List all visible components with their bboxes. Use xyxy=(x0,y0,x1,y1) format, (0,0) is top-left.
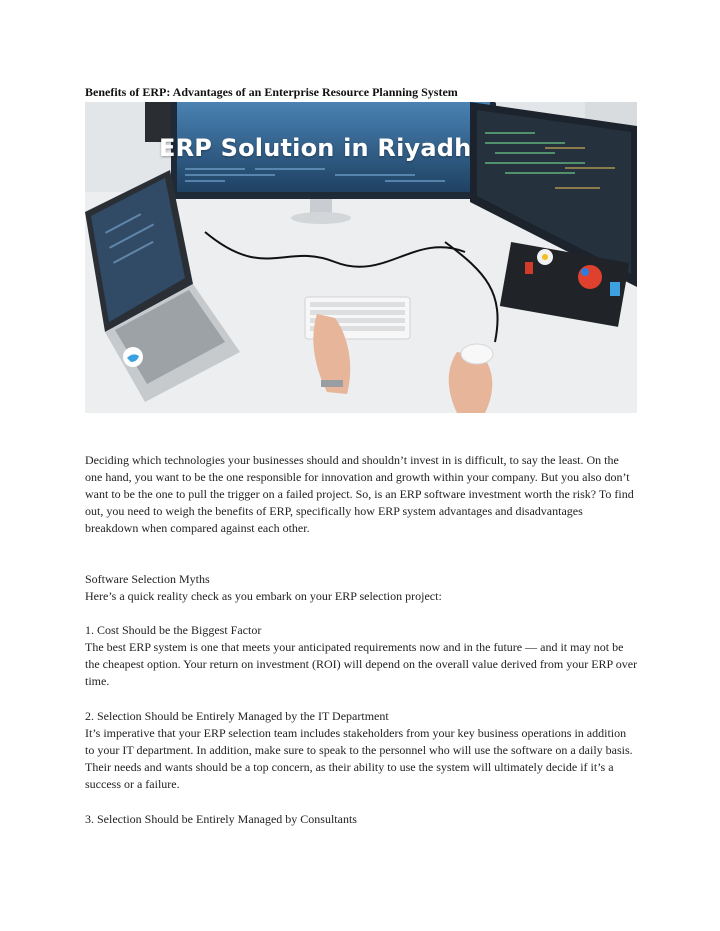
item-heading: 3. Selection Should be Entirely Managed by Consultants xyxy=(85,812,357,826)
document-title: Benefits of ERP: Advantages of an Enterprise Resource Planning System xyxy=(85,85,458,99)
section-lead: Here’s a quick reality check as you embark on your ERP selection project: xyxy=(85,589,442,603)
section-myths xyxy=(85,571,638,605)
item-text: The best ERP system is one that meets your anticipated requirements now and in the future — and it may not be the cheapest option. Your return on investment (ROI) will depend on the overall value derived from your ERP over time. xyxy=(85,640,638,688)
list-item xyxy=(85,811,638,828)
list-item xyxy=(85,622,638,690)
list-item xyxy=(85,708,638,793)
item-heading: 2. Selection Should be Entirely Managed by the IT Department xyxy=(85,709,389,723)
item-heading: 1. Cost Should be the Biggest Factor xyxy=(85,623,262,637)
hero-image xyxy=(85,102,637,413)
hero-overlay-title: ERP Solution in Riyadh xyxy=(159,134,472,162)
item-text: It’s imperative that your ERP selection team includes stakeholders from your key business operations in addition to your IT department. In addition, make sure to speak to the personnel who will use the software on a daily basis. Their needs and wants should be a top concern, as their ability to use the system will ultimately decide if it’s a success or a failure. xyxy=(85,726,633,791)
section-heading: Software Selection Myths xyxy=(85,572,210,586)
intro-paragraph: Deciding which technologies your businesses should and shouldn’t invest in is difficult, to say the least. On the one hand, you want to be the one responsible for innovation and growth within your company. But you also don’t want to be the one to pull the trigger on a failed project. So, is an ERP software investment worth the risk? To find out, you need to weigh the benefits of ERP, specifically how ERP system advantages and disadvantages breakdown when compared against each other. xyxy=(85,453,634,535)
